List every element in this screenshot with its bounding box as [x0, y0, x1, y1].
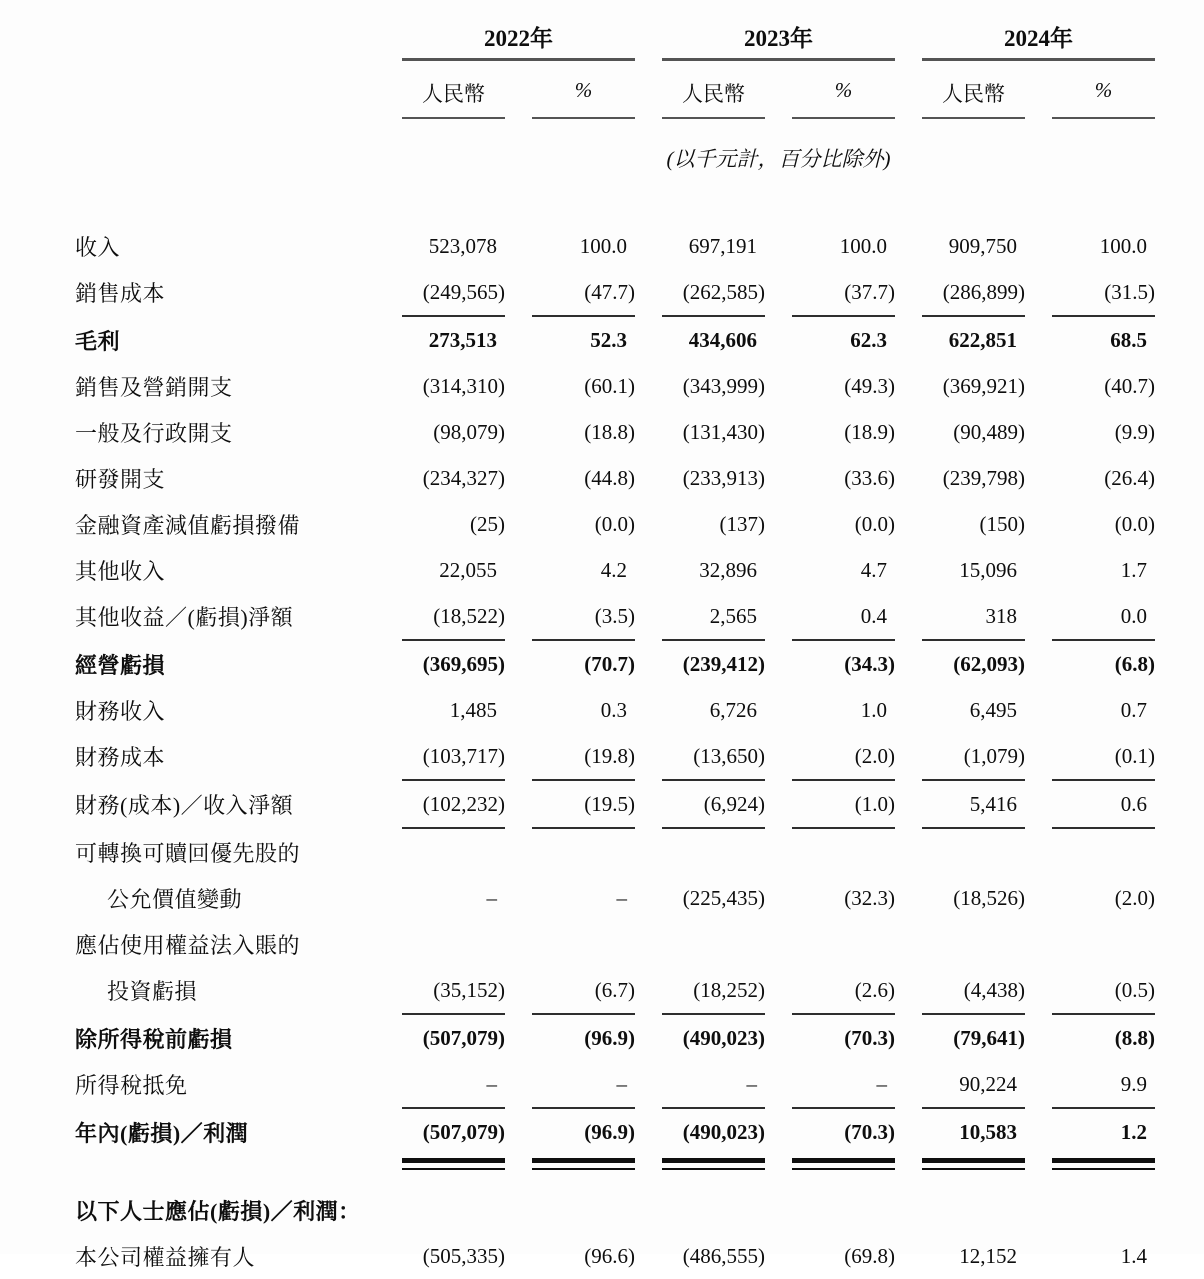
percent-cell: (0.0): [854, 511, 895, 536]
amount-cell: (505,335): [422, 1243, 505, 1268]
year-header-row: [75, 20, 1155, 61]
table-row: [75, 1015, 1155, 1061]
percent-cell: (19.8): [532, 733, 635, 781]
row-label: 以下人士應佔(虧損)／利潤：: [75, 1198, 361, 1224]
amount-cell: 15,096: [959, 557, 1017, 582]
row-label: 一般及行政開支: [75, 420, 233, 446]
percent-cell: (18.8): [584, 419, 635, 444]
percent-cell: 1.2: [1120, 1119, 1147, 1144]
percent-cell: (0.0): [594, 511, 635, 536]
row-label: 除所得稅前虧損: [75, 1026, 233, 1052]
percent-cell: (0.1): [1052, 733, 1155, 781]
amount-cell: (18,522): [402, 593, 505, 641]
percent-cell: (60.1): [584, 373, 635, 398]
percent-cell: (33.6): [844, 465, 895, 490]
percent-cell: 100.0: [579, 233, 627, 258]
percent-cell: (19.5): [532, 781, 635, 829]
amount-cell: (239,412): [682, 651, 765, 676]
row-label: 銷售成本: [75, 280, 166, 306]
amount-cell: 10,583: [959, 1119, 1017, 1144]
table-row: [75, 317, 1155, 363]
table-row: [75, 875, 1155, 921]
amount-cell: (18,252): [662, 967, 765, 1015]
amount-cell: (4,438): [922, 967, 1025, 1015]
double-rule: [1052, 1158, 1155, 1170]
percent-cell: (2.6): [792, 967, 895, 1015]
percent-cell: 1.7: [1120, 557, 1147, 582]
row-label: 公允價值變動: [107, 886, 243, 912]
table-row: [75, 641, 1155, 687]
amount-cell: (25): [470, 511, 505, 536]
row-label: 其他收益／(虧損)淨額: [75, 604, 294, 630]
amount-cell: 909,750: [948, 233, 1017, 258]
double-rule-cell: [922, 1155, 1025, 1171]
subheader-percent: %: [792, 61, 895, 119]
double-rule: [532, 1158, 635, 1170]
amount-cell: (507,079): [422, 1025, 505, 1050]
percent-cell: 0.3: [600, 697, 627, 722]
amount-cell: (62,093): [953, 651, 1025, 676]
percent-cell: (18.9): [844, 419, 895, 444]
amount-cell: (13,650): [662, 733, 765, 781]
amount-cell: 90,224: [922, 1061, 1025, 1109]
amount-cell: (233,913): [682, 465, 765, 490]
amount-cell: (102,232): [402, 781, 505, 829]
unit-note: (以千元計，百分比除外): [666, 147, 891, 171]
percent-cell: (32.3): [844, 885, 895, 910]
percent-cell: 9.9: [1052, 1061, 1155, 1109]
percent-cell: (0.5): [1052, 967, 1155, 1015]
amount-cell: (150): [979, 511, 1025, 536]
row-label: 年內(虧損)／利潤: [75, 1120, 249, 1146]
table-row-label-only: [75, 1187, 1155, 1233]
subheader-currency: 人民幣: [922, 61, 1025, 119]
table-row: [75, 733, 1155, 779]
percent-cell: (26.4): [1104, 465, 1155, 490]
percent-cell: 1.4: [1120, 1243, 1147, 1268]
amount-cell: 697,191: [688, 233, 757, 258]
table-row: [75, 269, 1155, 315]
table-row: [75, 1061, 1155, 1107]
amount-cell: 318: [922, 593, 1025, 641]
percent-cell: (37.7): [792, 269, 895, 317]
row-label: 本公司權益擁有人: [75, 1244, 256, 1270]
table-row-label-only: [75, 921, 1155, 967]
table-row: [75, 593, 1155, 639]
percent-cell: 0.7: [1120, 697, 1147, 722]
amount-cell: (35,152): [402, 967, 505, 1015]
amount-cell: (490,023): [682, 1025, 765, 1050]
double-rule: [922, 1158, 1025, 1170]
row-label: 所得稅抵免: [75, 1072, 188, 1098]
table-row: [75, 1233, 1155, 1279]
percent-cell: (47.7): [532, 269, 635, 317]
row-label: 收入: [75, 234, 121, 260]
amount-cell: (90,489): [953, 419, 1025, 444]
amount-cell: 622,851: [948, 327, 1017, 352]
double-rule: [792, 1158, 895, 1170]
amount-cell: (369,921): [942, 373, 1025, 398]
percent-cell: –: [616, 885, 627, 910]
amount-cell: (262,585): [662, 269, 765, 317]
amount-cell: (6,924): [662, 781, 765, 829]
amount-cell: –: [662, 1061, 765, 1109]
percent-cell: (96.9): [584, 1119, 635, 1144]
amount-cell: (137): [719, 511, 765, 536]
percent-cell: (70.3): [844, 1025, 895, 1050]
year-header-2023: 2023年: [662, 20, 895, 61]
amount-cell: 32,896: [699, 557, 757, 582]
row-label: 財務收入: [75, 698, 166, 724]
amount-cell: 6,495: [969, 697, 1017, 722]
row-label: 其他收入: [75, 558, 166, 584]
percent-cell: 1.0: [860, 697, 887, 722]
percent-cell: 100.0: [1099, 233, 1147, 258]
table-row: [75, 501, 1155, 547]
subheader-currency: 人民幣: [662, 61, 765, 119]
row-label: 應佔使用權益法入賬的: [75, 932, 301, 958]
amount-cell: (98,079): [433, 419, 505, 444]
row-label: 財務(成本)／收入淨額: [75, 792, 294, 818]
subheader-percent: %: [1052, 61, 1155, 119]
row-label: 財務成本: [75, 744, 166, 770]
amount-cell: (1,079): [922, 733, 1025, 781]
double-rule: [662, 1158, 765, 1170]
amount-cell: (234,327): [422, 465, 505, 490]
percent-cell: (1.0): [792, 781, 895, 829]
percent-cell: –: [532, 1061, 635, 1109]
percent-cell: (34.3): [844, 651, 895, 676]
amount-cell: 434,606: [688, 327, 757, 352]
row-label: 毛利: [75, 328, 121, 354]
percent-cell: 4.7: [860, 557, 887, 582]
amount-cell: (369,695): [422, 651, 505, 676]
table-row: [75, 687, 1155, 733]
amount-cell: (18,526): [953, 885, 1025, 910]
row-label: 研發開支: [75, 466, 166, 492]
amount-cell: (286,899): [922, 269, 1025, 317]
amount-cell: (103,717): [402, 733, 505, 781]
amount-cell: (249,565): [402, 269, 505, 317]
double-rule-cell: [532, 1155, 635, 1171]
table-row: [75, 363, 1155, 409]
table-row-label-only: [75, 829, 1155, 875]
amount-cell: 273,513: [428, 327, 497, 352]
percent-cell: 68.5: [1110, 327, 1147, 352]
year-header-2024: 2024年: [922, 20, 1155, 61]
amount-cell: 22,055: [439, 557, 497, 582]
unit-note-row: [75, 119, 1155, 173]
amount-cell: 6,726: [709, 697, 757, 722]
row-label: 銷售及營銷開支: [75, 374, 233, 400]
percent-cell: (70.7): [584, 651, 635, 676]
percent-cell: 0.6: [1052, 781, 1155, 829]
amount-cell: (343,999): [682, 373, 765, 398]
subheader-row: [75, 61, 1155, 119]
table-row: [75, 781, 1155, 827]
amount-cell: 1,485: [449, 697, 497, 722]
percent-cell: 4.2: [600, 557, 627, 582]
double-total-rule-row: [75, 1155, 1155, 1171]
amount-cell: (131,430): [682, 419, 765, 444]
double-rule: [402, 1158, 505, 1170]
percent-cell: 52.3: [590, 327, 627, 352]
table-row: [75, 547, 1155, 593]
amount-cell: –: [486, 885, 497, 910]
amount-cell: –: [402, 1061, 505, 1109]
rule-spacer: [75, 1155, 375, 1171]
amount-cell: (314,310): [422, 373, 505, 398]
percent-cell: (69.8): [844, 1243, 895, 1268]
percent-cell: (6.8): [1114, 651, 1155, 676]
subheader-percent: %: [532, 61, 635, 119]
table-row: [75, 1109, 1155, 1155]
amount-cell: 12,152: [959, 1243, 1017, 1268]
percent-cell: (96.9): [584, 1025, 635, 1050]
percent-cell: 0.4: [792, 593, 895, 641]
double-rule-cell: [402, 1155, 505, 1171]
table-row: [75, 409, 1155, 455]
double-rule-cell: [662, 1155, 765, 1171]
amount-cell: (79,641): [953, 1025, 1025, 1050]
percent-cell: (3.5): [532, 593, 635, 641]
amount-cell: (507,079): [422, 1119, 505, 1144]
row-label: 可轉換可贖回優先股的: [75, 840, 301, 866]
percent-cell: (2.0): [792, 733, 895, 781]
amount-cell: 5,416: [922, 781, 1025, 829]
table-row: [75, 967, 1155, 1013]
table-row: [75, 455, 1155, 501]
percent-cell: (31.5): [1052, 269, 1155, 317]
percent-cell: 62.3: [850, 327, 887, 352]
row-label: 金融資產減值虧損撥備: [75, 512, 301, 538]
subheader-currency: 人民幣: [402, 61, 505, 119]
percent-cell: (2.0): [1114, 885, 1155, 910]
percent-cell: (9.9): [1114, 419, 1155, 444]
percent-cell: –: [792, 1061, 895, 1109]
double-rule-cell: [792, 1155, 895, 1171]
percent-cell: (44.8): [584, 465, 635, 490]
table-body: [75, 223, 1155, 1279]
amount-cell: (239,798): [942, 465, 1025, 490]
row-label: 投資虧損: [107, 978, 198, 1004]
percent-cell: (70.3): [844, 1119, 895, 1144]
percent-cell: (6.7): [532, 967, 635, 1015]
row-label: 經營虧損: [75, 652, 166, 678]
year-header-2022: 2022年: [402, 20, 635, 61]
double-rule-cell: [1052, 1155, 1155, 1171]
percent-cell: (8.8): [1114, 1025, 1155, 1050]
amount-cell: (225,435): [682, 885, 765, 910]
amount-cell: 523,078: [428, 233, 497, 258]
amount-cell: (486,555): [682, 1243, 765, 1268]
amount-cell: 2,565: [662, 593, 765, 641]
percent-cell: (40.7): [1104, 373, 1155, 398]
percent-cell: 100.0: [839, 233, 887, 258]
percent-cell: (96.6): [584, 1243, 635, 1268]
percent-cell: (49.3): [844, 373, 895, 398]
amount-cell: (490,023): [682, 1119, 765, 1144]
table-row: [75, 223, 1155, 269]
percent-cell: 0.0: [1052, 593, 1155, 641]
percent-cell: (0.0): [1114, 511, 1155, 536]
